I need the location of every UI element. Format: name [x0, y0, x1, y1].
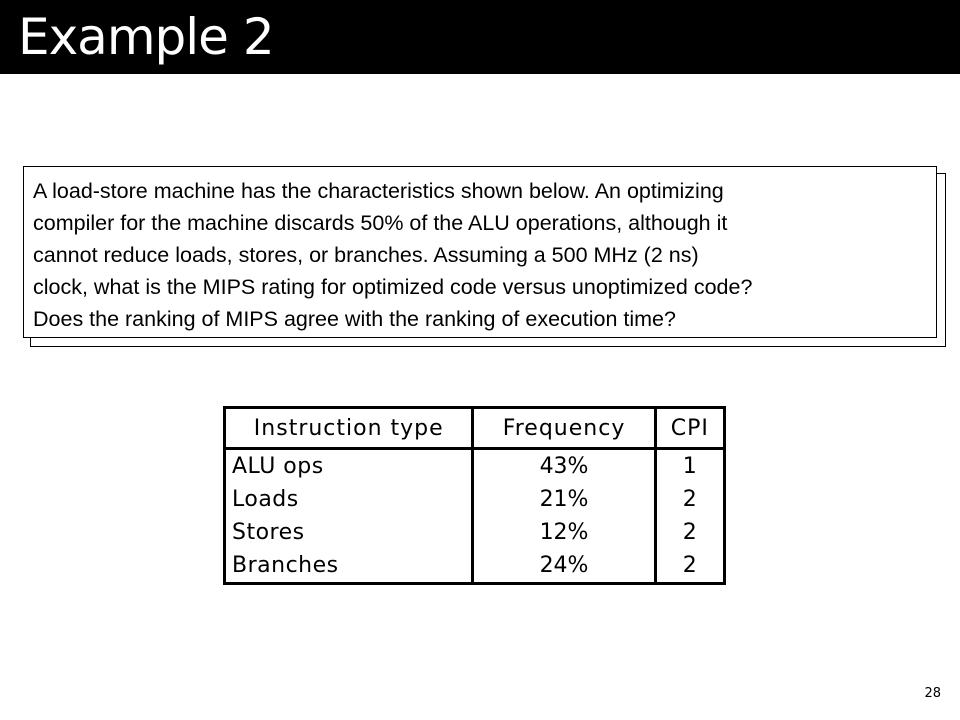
cell-cpi: 2 [682, 553, 697, 578]
cell-instruction-type: ALU ops [225, 449, 473, 484]
header-cpi: CPI [655, 408, 724, 449]
slide-title: Example 2 [18, 8, 274, 66]
cell-instruction-type: Stores [225, 516, 473, 549]
title-bar [0, 0, 960, 74]
header-instruction-type: Instruction type [225, 408, 473, 449]
cell-instruction-type: Loads [225, 483, 473, 516]
problem-box [23, 166, 937, 338]
table-row [225, 516, 725, 549]
header-frequency: Frequency [473, 408, 655, 449]
problem-text: A load-store machine has the characteristics shown below. An optimizing compiler for the machine discards 50% of the ALU operations, although it cannot reduce loads, stores, or branches. Assuming a 500 MHz (2 ns) clock, what is the MIPS rating for optimized code versus unoptimized code? Does the ranking of MIPS agree with the ranking of execution time? [33, 179, 753, 331]
cell-instruction-type: Branches [225, 549, 473, 584]
cell-frequency: 12% [473, 516, 655, 549]
slide-number: 28 [924, 686, 941, 701]
instruction-mix-table [223, 406, 726, 585]
cell-cpi: 1 [682, 454, 697, 479]
cell-frequency: 24% [473, 549, 655, 584]
cell-frequency: 21% [473, 483, 655, 516]
table-header-row [225, 408, 725, 449]
table-row [225, 483, 725, 516]
table-row [225, 549, 725, 584]
cell-cpi: 2 [682, 487, 697, 512]
cell-cpi: 2 [682, 520, 697, 545]
cell-frequency: 43% [473, 449, 655, 484]
table-row [225, 449, 725, 484]
